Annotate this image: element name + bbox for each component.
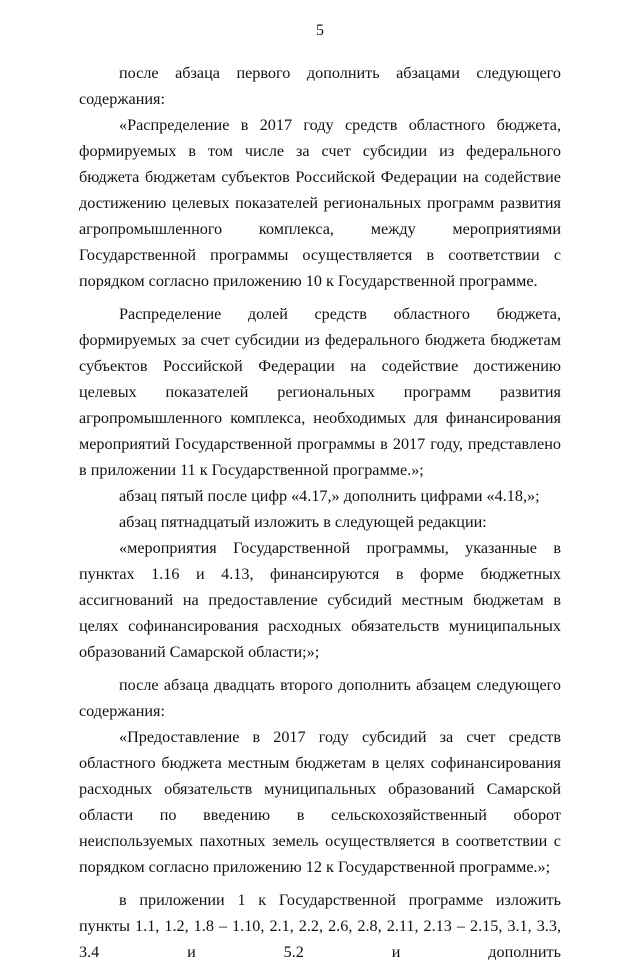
paragraph-4: абзац пятый после цифр «4.17,» дополнить цифрами «4.18,»; xyxy=(119,487,540,505)
page-number: 5 xyxy=(316,22,324,39)
paragraph-1: после абзаца первого дополнить абзацами следующего содержания: xyxy=(79,64,561,108)
paragraph-8: «Предоставление в 2017 году субсидий за счет средств областного бюджета местным бюджетам в целях софинансирования расходных обязательств муниципальных образований Самарской области по введению в сельскохозяйственный оборот неиспользуемых пахотных земель осуществляется в соответствии с порядком согласно приложению 12 к Государственной программе.»; xyxy=(79,728,561,876)
paragraph-3: Распределение долей средств областного бюджета, формируемых за счет субсидии из федерального бюджета бюджетам субъектов Российской Федерации на содействие достижению целевых показателей региональных программ развития агропромышленного комплекса, необходимых для финансирования мероприятий Государственной программы в 2017 году, представлено в приложении 11 к Государственной программе.»; xyxy=(79,305,561,479)
paragraph-7: после абзаца двадцать второго дополнить абзацем следующего содержания: xyxy=(79,676,561,720)
paragraph-6: «мероприятия Государственной программы, указанные в пунктах 1.16 и 4.13, финансируются в форме бюджетных ассигнований на предоставление субсидий местным бюджетам в целях софинансирования расходных обязательств муниципальных образований Самарской области;»; xyxy=(79,539,561,661)
paragraph-2: «Распределение в 2017 году средств областного бюджета, формируемых в том числе за счет субсидии из федерального бюджета бюджетам субъектов Российской Федерации на содействие достижению целевых показателей региональных программ развития агропромышленного комплекса, между мероприятиями Государственной программы осуществляется в соответствии с порядком согласно приложению 10 к Государственной программе. xyxy=(79,116,561,290)
paragraph-5: абзац пятнадцатый изложить в следующей редакции: xyxy=(119,513,487,531)
document-body xyxy=(79,60,561,965)
paragraph-9: в приложении 1 к Государственной программе изложить пункты 1.1, 1.2, 1.8 – 1.10, 2.1, 2.2, 2.6, 2.8, 2.11, 2.13 – 2.15, 3.1, 3.3, 3.4 и 5.2 и дополнить xyxy=(79,891,561,961)
